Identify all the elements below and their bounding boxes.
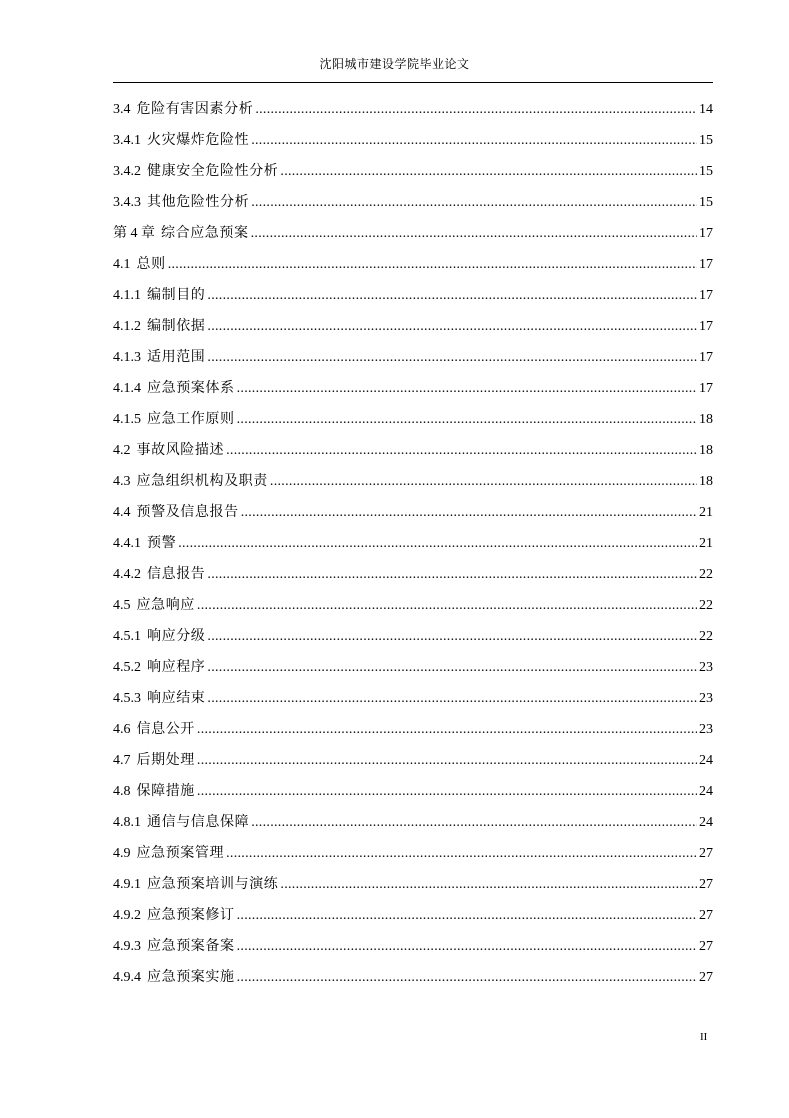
toc-entry-number: 4.2 bbox=[113, 443, 131, 458]
toc-entry-page: 15 bbox=[699, 164, 713, 179]
toc-entry-title: 编制目的 bbox=[147, 287, 206, 303]
toc-entry-title: 健康安全危险性分析 bbox=[147, 163, 279, 179]
toc-dot-leader bbox=[237, 900, 697, 931]
toc-entry-title: 应急预案备案 bbox=[147, 938, 235, 954]
toc-entry-page: 23 bbox=[699, 660, 713, 675]
toc-dot-leader bbox=[207, 280, 697, 311]
toc-entry[interactable] bbox=[113, 125, 713, 156]
toc-entry-number: 3.4.2 bbox=[113, 164, 141, 179]
toc-entry-title: 预警及信息报告 bbox=[136, 504, 239, 520]
toc-dot-leader bbox=[197, 745, 697, 776]
toc-entry-title: 应急预案修订 bbox=[147, 907, 235, 923]
toc-entry-title: 应急组织机构及职责 bbox=[136, 473, 268, 489]
toc-entry-page: 17 bbox=[699, 288, 713, 303]
toc-entry-number: 4.4.1 bbox=[113, 536, 141, 551]
toc-entry-page: 17 bbox=[699, 257, 713, 272]
toc-entry-number: 4.3 bbox=[113, 474, 131, 489]
toc-entry-page: 14 bbox=[699, 102, 713, 117]
toc-dot-leader bbox=[207, 621, 697, 652]
toc-entry-number: 4.5 bbox=[113, 598, 131, 613]
toc-entry-page: 22 bbox=[699, 629, 713, 644]
toc-entry-title: 火灾爆炸危险性 bbox=[147, 132, 250, 148]
toc-entry-page: 27 bbox=[699, 908, 713, 923]
toc-entry[interactable] bbox=[113, 218, 713, 249]
toc-entry-page: 23 bbox=[699, 691, 713, 706]
table-of-contents bbox=[113, 94, 713, 993]
toc-entry-page: 17 bbox=[699, 319, 713, 334]
toc-entry[interactable] bbox=[113, 528, 713, 559]
toc-entry[interactable] bbox=[113, 559, 713, 590]
toc-entry-number: 4.1.3 bbox=[113, 350, 141, 365]
toc-entry[interactable] bbox=[113, 807, 713, 838]
toc-entry-number: 4.5.1 bbox=[113, 629, 141, 644]
toc-dot-leader bbox=[197, 590, 697, 621]
toc-entry-number: 4.8.1 bbox=[113, 815, 141, 830]
toc-dot-leader bbox=[237, 931, 697, 962]
toc-entry[interactable] bbox=[113, 683, 713, 714]
toc-entry[interactable] bbox=[113, 404, 713, 435]
toc-entry-number: 4.9.2 bbox=[113, 908, 141, 923]
toc-entry-page: 23 bbox=[699, 722, 713, 737]
toc-entry-number: 4.9.4 bbox=[113, 970, 141, 985]
toc-entry[interactable] bbox=[113, 94, 713, 125]
toc-entry-page: 18 bbox=[699, 412, 713, 427]
toc-entry[interactable] bbox=[113, 714, 713, 745]
toc-entry-number: 3.4 bbox=[113, 102, 131, 117]
toc-entry-page: 17 bbox=[699, 381, 713, 396]
toc-dot-leader bbox=[207, 652, 697, 683]
toc-entry[interactable] bbox=[113, 435, 713, 466]
toc-entry-page: 24 bbox=[699, 815, 713, 830]
toc-entry-number: 4.1.5 bbox=[113, 412, 141, 427]
toc-entry[interactable] bbox=[113, 931, 713, 962]
toc-entry[interactable] bbox=[113, 776, 713, 807]
toc-entry-page: 17 bbox=[699, 350, 713, 365]
toc-entry-page: 24 bbox=[699, 784, 713, 799]
toc-entry-number: 3.4.1 bbox=[113, 133, 141, 148]
toc-dot-leader bbox=[226, 838, 697, 869]
toc-entry-page: 18 bbox=[699, 474, 713, 489]
toc-entry[interactable] bbox=[113, 838, 713, 869]
toc-entry[interactable] bbox=[113, 900, 713, 931]
toc-entry-number: 3.4.3 bbox=[113, 195, 141, 210]
toc-entry-title: 通信与信息保障 bbox=[147, 814, 250, 830]
toc-entry-title: 应急响应 bbox=[136, 597, 195, 613]
toc-dot-leader bbox=[168, 249, 697, 280]
toc-dot-leader bbox=[280, 869, 697, 900]
toc-entry-title: 编制依据 bbox=[147, 318, 206, 334]
toc-dot-leader bbox=[255, 94, 697, 125]
toc-entry[interactable] bbox=[113, 652, 713, 683]
toc-entry-number: 4.9.3 bbox=[113, 939, 141, 954]
page-number: II bbox=[700, 1031, 708, 1043]
toc-entry-title: 后期处理 bbox=[136, 752, 195, 768]
toc-entry[interactable] bbox=[113, 342, 713, 373]
toc-entry-number: 4.6 bbox=[113, 722, 131, 737]
toc-entry[interactable] bbox=[113, 869, 713, 900]
toc-entry[interactable] bbox=[113, 373, 713, 404]
toc-entry-page: 27 bbox=[699, 877, 713, 892]
toc-entry-page: 21 bbox=[699, 505, 713, 520]
toc-dot-leader bbox=[226, 435, 697, 466]
toc-dot-leader bbox=[207, 342, 697, 373]
toc-entry-title: 危险有害因素分析 bbox=[136, 101, 254, 117]
toc-entry-title: 应急预案体系 bbox=[147, 380, 235, 396]
toc-dot-leader bbox=[178, 528, 697, 559]
toc-dot-leader bbox=[237, 404, 697, 435]
toc-entry-title: 应急预案实施 bbox=[147, 969, 235, 985]
toc-dot-leader bbox=[207, 683, 697, 714]
toc-entry-page: 27 bbox=[699, 846, 713, 861]
toc-entry-number: 4.8 bbox=[113, 784, 131, 799]
toc-entry-page: 22 bbox=[699, 598, 713, 613]
toc-entry-title: 预警 bbox=[147, 535, 177, 551]
toc-dot-leader bbox=[270, 466, 697, 497]
toc-entry-number: 4.9.1 bbox=[113, 877, 141, 892]
toc-entry-title: 事故风险描述 bbox=[136, 442, 225, 458]
toc-entry-number: 4.5.3 bbox=[113, 691, 141, 706]
toc-entry-title: 信息公开 bbox=[136, 721, 195, 737]
toc-dot-leader bbox=[237, 373, 697, 404]
toc-entry-page: 21 bbox=[699, 536, 713, 551]
toc-entry-number: 4.1 bbox=[113, 257, 131, 272]
toc-entry-title: 保障措施 bbox=[136, 783, 195, 799]
toc-dot-leader bbox=[251, 807, 697, 838]
toc-entry[interactable] bbox=[113, 745, 713, 776]
toc-dot-leader bbox=[251, 187, 697, 218]
toc-entry[interactable] bbox=[113, 311, 713, 342]
toc-entry[interactable] bbox=[113, 249, 713, 280]
toc-entry-title: 响应程序 bbox=[147, 659, 206, 675]
toc-dot-leader bbox=[237, 962, 697, 993]
toc-entry-number: 4.1.1 bbox=[113, 288, 141, 303]
toc-entry[interactable] bbox=[113, 156, 713, 187]
toc-dot-leader bbox=[251, 218, 697, 249]
toc-entry-number: 第 4 章 bbox=[113, 226, 155, 241]
toc-dot-leader bbox=[197, 714, 697, 745]
toc-entry-title: 响应结束 bbox=[147, 690, 206, 706]
header-divider bbox=[113, 82, 713, 83]
toc-entry-page: 27 bbox=[699, 970, 713, 985]
toc-dot-leader bbox=[207, 559, 697, 590]
running-header: 沈阳城市建设学院毕业论文 bbox=[319, 57, 470, 71]
toc-entry-page: 15 bbox=[699, 133, 713, 148]
toc-entry-title: 应急预案管理 bbox=[136, 845, 225, 861]
toc-entry[interactable] bbox=[113, 187, 713, 218]
toc-entry[interactable] bbox=[113, 497, 713, 528]
toc-entry-page: 18 bbox=[699, 443, 713, 458]
toc-entry-number: 4.9 bbox=[113, 846, 131, 861]
toc-entry-title: 响应分级 bbox=[147, 628, 206, 644]
toc-dot-leader bbox=[251, 125, 697, 156]
toc-entry-number: 4.1.4 bbox=[113, 381, 141, 396]
toc-entry-title: 应急工作原则 bbox=[147, 411, 235, 427]
toc-entry-number: 4.5.2 bbox=[113, 660, 141, 675]
toc-dot-leader bbox=[280, 156, 697, 187]
toc-dot-leader bbox=[241, 497, 697, 528]
toc-entry[interactable] bbox=[113, 590, 713, 621]
toc-entry-title: 其他危险性分析 bbox=[147, 194, 250, 210]
toc-entry-number: 4.4 bbox=[113, 505, 131, 520]
toc-entry-number: 4.1.2 bbox=[113, 319, 141, 334]
toc-entry[interactable] bbox=[113, 962, 713, 993]
toc-entry[interactable] bbox=[113, 621, 713, 652]
toc-entry-page: 22 bbox=[699, 567, 713, 582]
toc-dot-leader bbox=[207, 311, 697, 342]
toc-dot-leader bbox=[197, 776, 697, 807]
toc-entry-number: 4.7 bbox=[113, 753, 131, 768]
toc-entry-title: 总则 bbox=[136, 256, 166, 272]
toc-entry-page: 17 bbox=[699, 226, 713, 241]
toc-entry-title: 综合应急预案 bbox=[161, 225, 249, 241]
toc-entry-number: 4.4.2 bbox=[113, 567, 141, 582]
toc-entry-page: 15 bbox=[699, 195, 713, 210]
toc-entry-page: 24 bbox=[699, 753, 713, 768]
toc-entry[interactable] bbox=[113, 280, 713, 311]
toc-entry-page: 27 bbox=[699, 939, 713, 954]
toc-entry-title: 信息报告 bbox=[147, 566, 206, 582]
toc-entry[interactable] bbox=[113, 466, 713, 497]
toc-entry-title: 应急预案培训与演练 bbox=[147, 876, 279, 892]
toc-entry-title: 适用范围 bbox=[147, 349, 206, 365]
